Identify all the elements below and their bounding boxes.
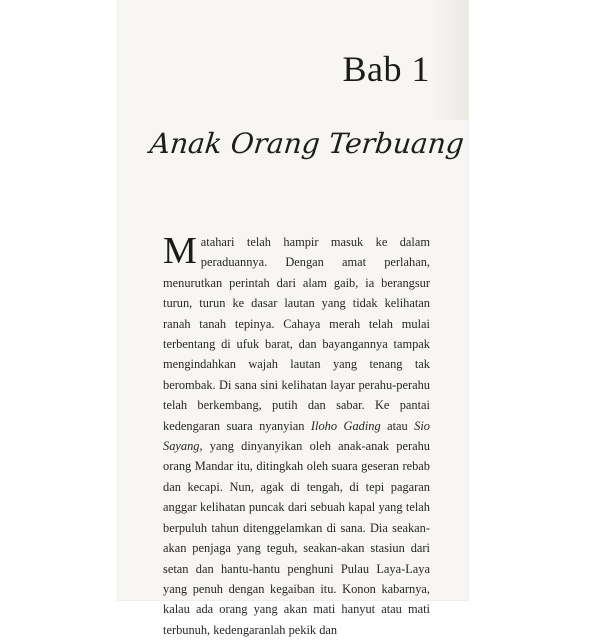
drop-cap: M bbox=[163, 230, 197, 272]
page-bleed-through bbox=[430, 0, 468, 120]
body-text-segment: atau bbox=[380, 418, 415, 433]
body-text-segment: atahari telah hampir masuk ke dalam peraduannya. Dengan amat perlahan, menurutkan perintah dari alam gaib, ia berangsur turun, turun ke dasar lautan yang tidak kelihatan ranah tanah tepinya. Cahaya merah telah mulai terbentang di ufuk barat, dan bayangannya tampak mengindahkan wajah lautan yang tenang tak berombak. Di sana sini kelihatan layar perahu-perahu telah berkembang, putih dan sabar. Ke pantai kedengaran suara nyanyian bbox=[163, 235, 430, 433]
chapter-title: Anak Orang Terbuang bbox=[148, 127, 466, 160]
body-text-segment: , yang dinyanyikan oleh anak-anak perahu orang Mandar itu, ditingkah oleh suara geseran rebab dan kecapi. Nun, agak di tengah, di tepi pagaran anggar kelihatan puncak dari sebuah kapal yang telah berpuluh tahun ditenggelamkan di sana. Dia seakan-akan penjaga yang teguh, seakan-akan stasiun dari setan dan hantu-hantu penghuni Pulau Laya-Laya yang penuh dengan kegaiban itu. Konon kabarnya, kalau ada orang yang akan mati hanyut atau mati terbunuh, kedengaranlah pekik dan bbox=[163, 439, 430, 637]
song-title-sio-sayang: Sio Sayang bbox=[163, 418, 430, 454]
song-title-iloho-gading: Iloho Gading bbox=[310, 418, 381, 433]
chapter-number: Bab 1 bbox=[342, 49, 430, 89]
body-paragraph bbox=[163, 232, 430, 640]
